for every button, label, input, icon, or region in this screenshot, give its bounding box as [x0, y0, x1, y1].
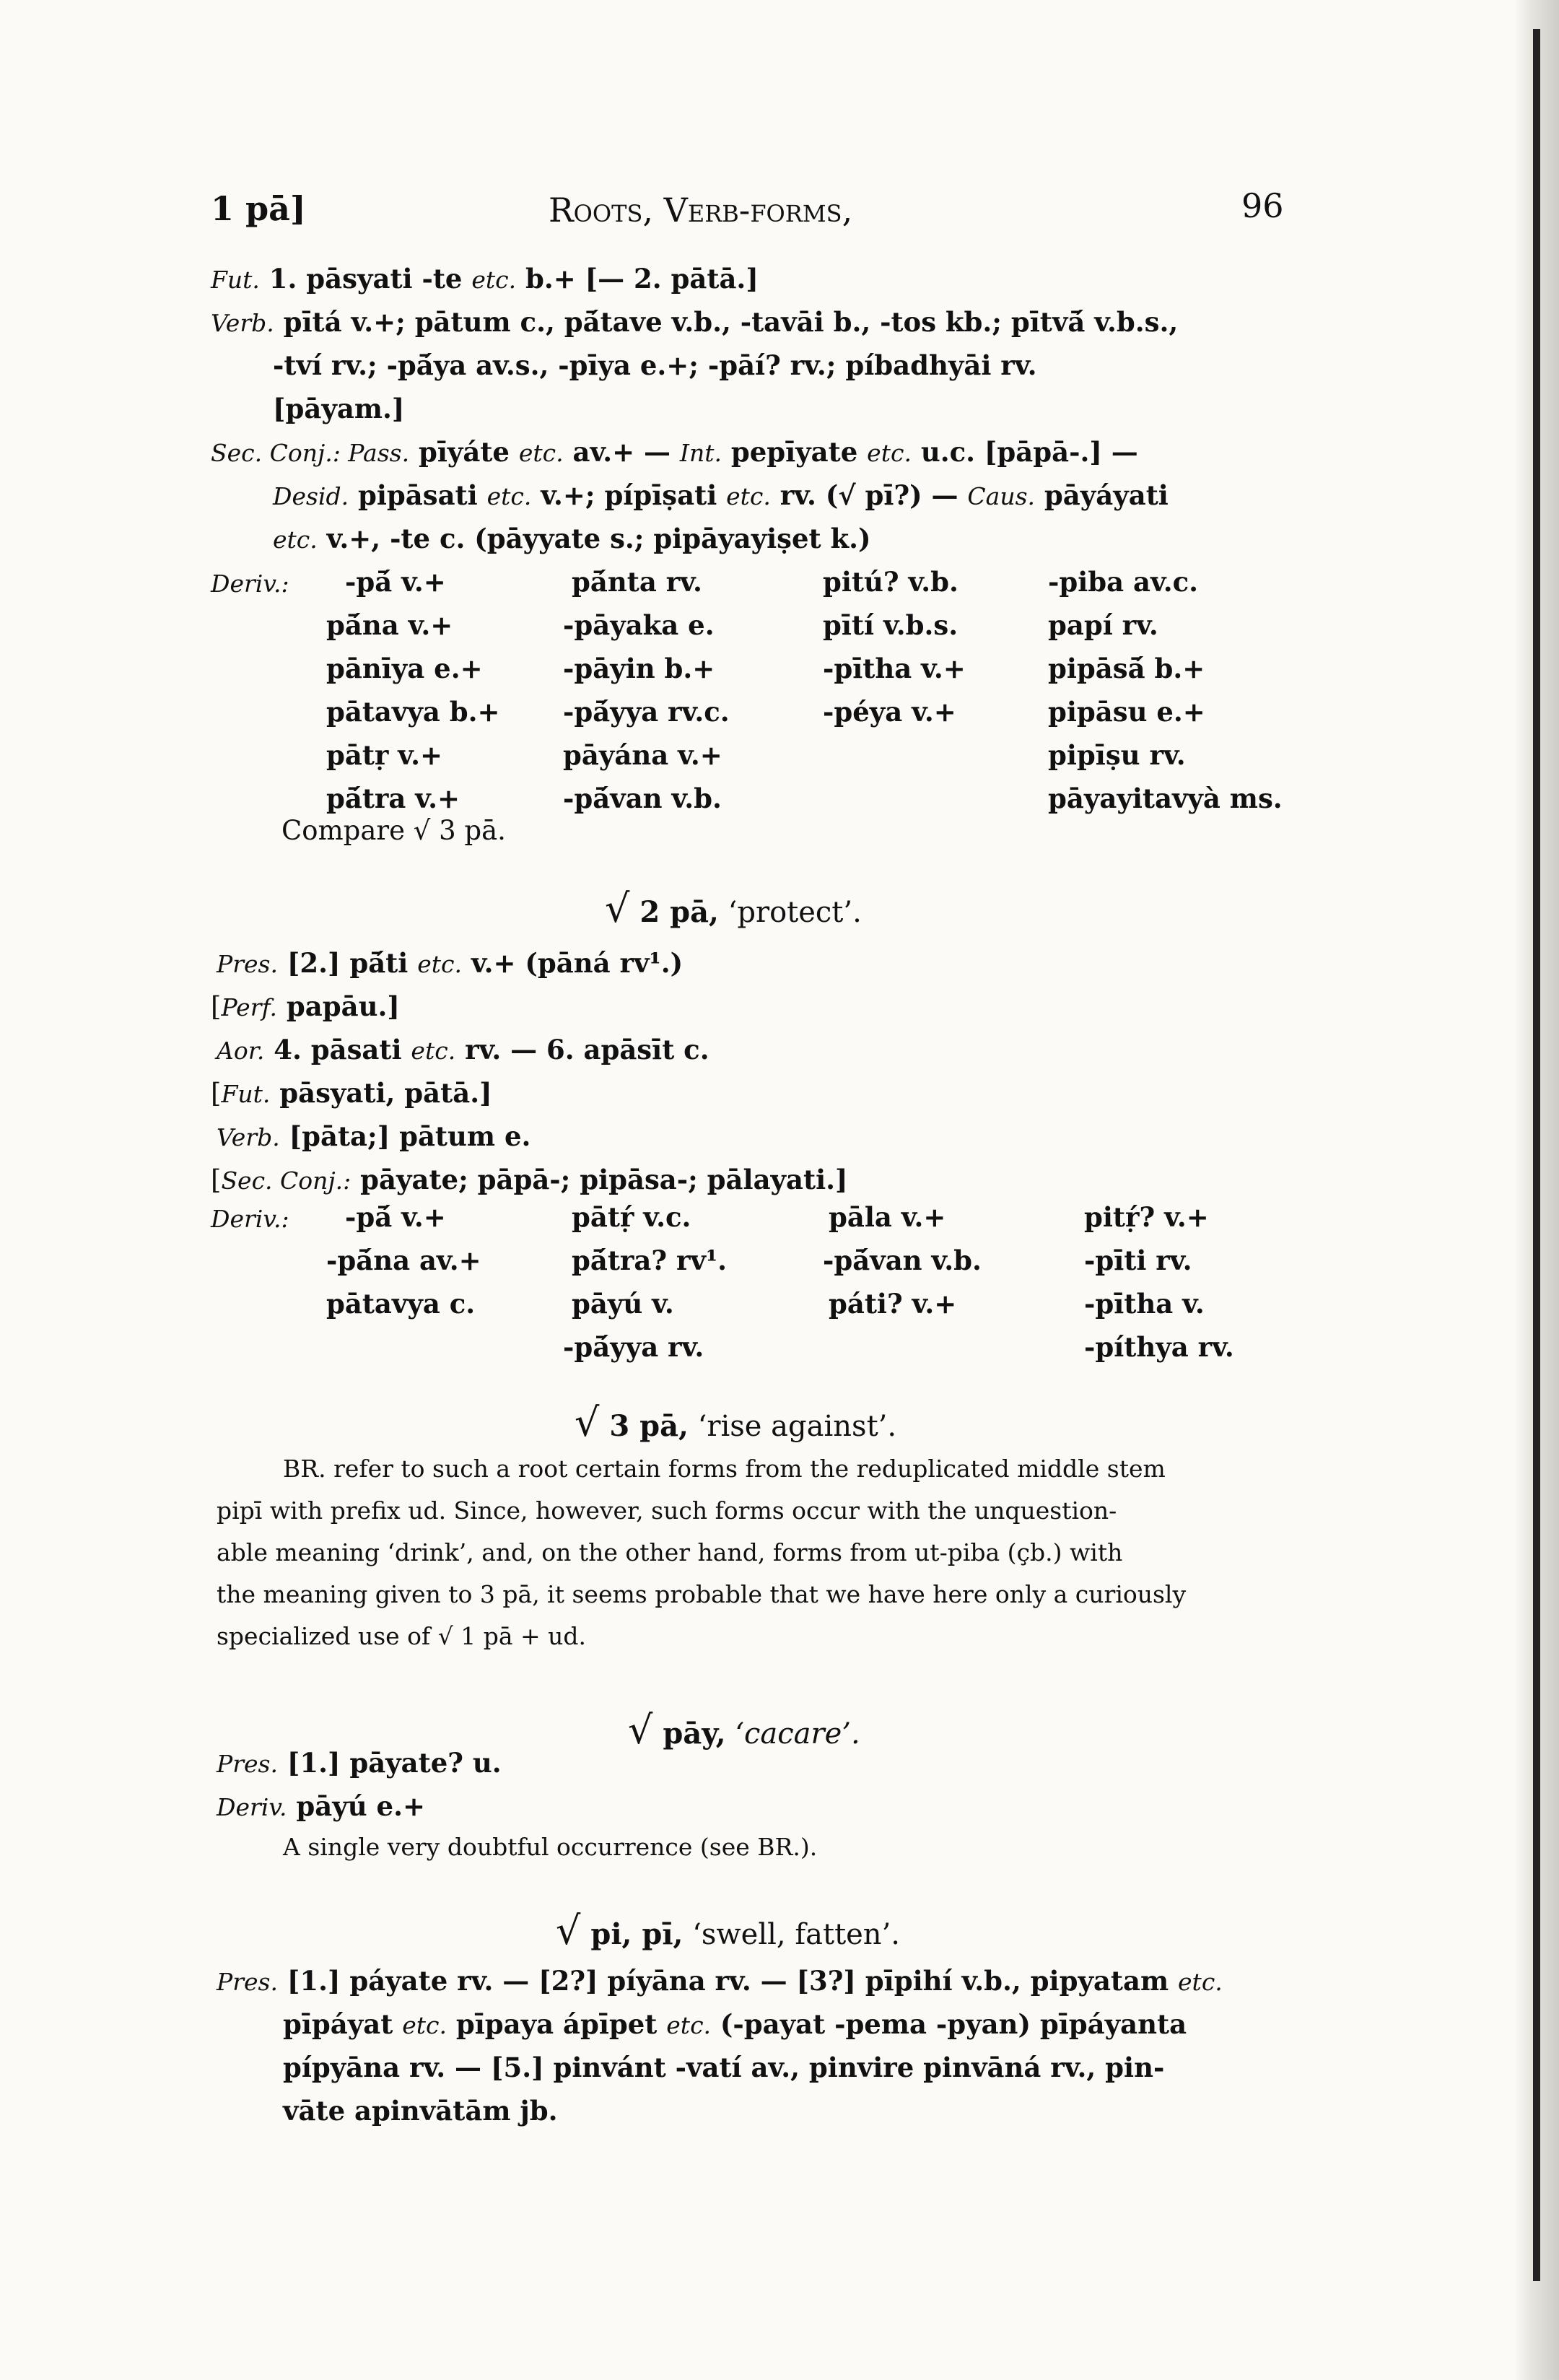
- perf-forms: papāu.]: [277, 990, 400, 1022]
- deriv-item: -pāyaka e.: [563, 609, 715, 641]
- bracket: [: [211, 991, 222, 1022]
- sec-conj-line-2pa: [211, 1164, 848, 1195]
- sec-conj-forms: pāyate; pāpā-; pipāsa-; pālayati.]: [351, 1164, 848, 1195]
- etc: etc.: [471, 266, 517, 294]
- root-gloss: ‘protect’.: [718, 896, 862, 929]
- pres-forms: [1.] páyate rv. — [2?] píyāna rv. — [3?] pīpihí v.b., pipyatam: [277, 1965, 1179, 1997]
- deriv-item: pā́tra v.+: [326, 783, 460, 814]
- pres-line: [217, 947, 684, 979]
- etc: etc.: [417, 950, 462, 978]
- etc: etc.: [486, 482, 532, 510]
- pres-line-pay: [217, 1747, 502, 1779]
- desid-src: rv. (√ pī?) —: [770, 479, 968, 511]
- deriv-item: -pā́na av.+: [326, 1245, 481, 1276]
- deriv-item: pāyú v.: [572, 1288, 674, 1320]
- root-word: pāy,: [652, 1717, 726, 1751]
- deriv-item: -pā́yya rv.c.: [563, 696, 730, 728]
- deriv-item: pitú? v.b.: [823, 566, 958, 598]
- deriv-label: Deriv.:: [211, 570, 289, 598]
- label-deriv: Deriv.: [217, 1793, 287, 1821]
- deriv-item: -pā́ v.+: [345, 1201, 446, 1233]
- label-desid: Desid.: [273, 482, 349, 510]
- aor-line: [217, 1034, 709, 1065]
- paragraph-line: specialized use of √ 1 pā + ud.: [217, 1622, 587, 1650]
- verb-forms: pītá v.+; pātum c., pā́tave v.b., -tavāi b., -tos kb.; pītvā́ v.b.s.,: [274, 306, 1179, 338]
- paragraph-line: able meaning ‘drink’, and, on the other hand, forms from ut-piba (çb.) with: [217, 1538, 1123, 1566]
- bracket: [: [211, 1164, 222, 1195]
- label-pres: Pres.: [217, 950, 278, 978]
- caus-forms: v.+, -te c. (pāyyate s.; pipāyayiṣet k.): [317, 523, 871, 554]
- root-word: 2 pā,: [629, 895, 719, 929]
- deriv-item: -píthya rv.: [1084, 1331, 1234, 1363]
- root-word: 3 pā,: [599, 1409, 689, 1443]
- sec-conj-line: [211, 436, 1138, 468]
- label-perf: Perf.: [221, 993, 277, 1021]
- pres-line-pi-4: vāte apinvātām jb.: [283, 2095, 558, 2127]
- label-fut: Fut.: [221, 1080, 271, 1108]
- deriv-item: pātavya b.+: [326, 696, 500, 728]
- fut-line-2: [211, 1077, 492, 1109]
- deriv-forms: pāyú e.+: [287, 1790, 425, 1822]
- deriv-item: pātṛ v.+: [326, 739, 442, 771]
- deriv-item: -pāyin b.+: [563, 653, 715, 684]
- root-gloss: ‘swell, fatten’.: [683, 1918, 900, 1951]
- header-left: 1 pā]: [211, 189, 306, 228]
- fut-line: [211, 263, 759, 295]
- label-verb: Verb.: [217, 1123, 280, 1151]
- pres-forms: (-payat -pema -pyan) pīpáyanta: [711, 2008, 1187, 2040]
- deriv-item: -pītha v.: [1084, 1288, 1205, 1320]
- deriv-item: -pā́van v.b.: [823, 1245, 982, 1276]
- binding-edge: [1533, 29, 1540, 2281]
- deriv-item: -pā́van v.b.: [563, 783, 722, 814]
- deriv-item: páti? v.+: [829, 1288, 957, 1320]
- entry-heading-2pa: [605, 886, 862, 931]
- root-sign-icon: √: [575, 1400, 600, 1445]
- int-form: pepīyate: [721, 436, 868, 468]
- deriv-item: pipīṣu rv.: [1048, 739, 1186, 771]
- entry-heading-3pa: [575, 1400, 897, 1445]
- label-caus: Caus.: [967, 482, 1036, 510]
- root-sign-icon: √: [605, 886, 630, 931]
- deriv-item: -piba av.c.: [1048, 566, 1199, 598]
- root-sign-icon: √: [556, 1908, 581, 1953]
- deriv-item: pāla v.+: [829, 1201, 946, 1233]
- deriv-item: pā́tra? rv¹.: [572, 1245, 728, 1276]
- deriv-item: -pā́yya rv.: [563, 1331, 704, 1363]
- etc: etc.: [518, 439, 564, 467]
- desid-line: [273, 479, 1169, 511]
- deriv-item: pītí v.b.s.: [823, 609, 958, 641]
- pres-forms: pīpáyat: [283, 2008, 403, 2040]
- pres-forms: pīpaya ápīpet: [446, 2008, 667, 2040]
- root-gloss: ‘cacare’.: [725, 1717, 860, 1751]
- caus-form: pāyáyati: [1035, 479, 1169, 511]
- deriv-item: -pītha v.+: [823, 653, 966, 684]
- label-sec-conj-pass: Sec. Conj.: Pass.: [211, 439, 410, 467]
- deriv-item: pitṛ́? v.+: [1084, 1201, 1209, 1233]
- pres-forms: [1.] pāyate? u.: [277, 1747, 502, 1779]
- entry-heading-pi: [556, 1908, 900, 1953]
- etc: etc.: [867, 439, 912, 467]
- deriv-item: papí rv.: [1048, 609, 1158, 641]
- aor-src: rv. — 6. apāsīt c.: [455, 1034, 709, 1065]
- note-line: A single very doubtful occurrence (see BR.).: [283, 1833, 818, 1861]
- pres-src: v.+ (pāná rv¹.): [461, 947, 684, 979]
- deriv-item: -péya v.+: [823, 696, 956, 728]
- deriv-item: pāyayitavyà ms.: [1048, 783, 1283, 814]
- pres-line-pi-2: [283, 2008, 1187, 2040]
- aor-forms: 4. pāsati: [264, 1034, 411, 1065]
- deriv-item: pā́na v.+: [326, 609, 453, 641]
- deriv-label: Deriv.:: [211, 1205, 289, 1233]
- label-verb: Verb.: [211, 309, 274, 337]
- pres-line-pi: [217, 1965, 1223, 1997]
- label-fut: Fut.: [211, 266, 260, 294]
- deriv-line-pay: [217, 1790, 425, 1822]
- etc: etc.: [1178, 1968, 1223, 1996]
- caus-line: [273, 523, 871, 554]
- etc: etc.: [726, 482, 771, 510]
- deriv-item: -pīti rv.: [1084, 1245, 1192, 1276]
- pres-forms: [2.] pā́ti: [277, 947, 418, 979]
- pres-line-pi-3: pípyāna rv. — [5.] pinvánt -vatí av., pinvire pinvāná rv., pin-: [283, 2052, 1165, 2083]
- label-int: Int.: [679, 439, 722, 467]
- etc: etc.: [411, 1037, 456, 1065]
- deriv-item: -pā́ v.+: [345, 566, 446, 598]
- verb-line-1: [211, 306, 1179, 338]
- fut-forms: 1. pāsyati -te: [259, 263, 472, 295]
- paragraph-line: the meaning given to 3 pā, it seems probable that we have here only a curiously: [217, 1580, 1187, 1608]
- root-word: pi, pī,: [580, 1917, 684, 1951]
- deriv-item: pātavya c.: [326, 1288, 476, 1320]
- label-pres: Pres.: [217, 1750, 278, 1778]
- label-aor: Aor.: [217, 1037, 265, 1065]
- deriv-item: pipāsu e.+: [1048, 696, 1205, 728]
- desid-form: pipāsati: [349, 479, 487, 511]
- deriv-item: pānīya e.+: [326, 653, 483, 684]
- pass-form: pīyáte: [409, 436, 519, 468]
- pass-src: av.+ —: [563, 436, 680, 468]
- etc: etc.: [273, 526, 318, 554]
- paragraph-line: pipī with prefix ud. Since, however, such forms occur with the unquestion-: [217, 1496, 1117, 1525]
- deriv-item: pipāsā́ b.+: [1048, 653, 1205, 684]
- fut-forms-2: b.+ [— 2. pātā.]: [516, 263, 759, 295]
- verb-line-2: -tví rv.; -pā́ya av.s., -pīya e.+; -pāí? rv.; píbadhyāi rv.: [273, 349, 1037, 381]
- deriv-item: pāyána v.+: [563, 739, 722, 771]
- perf-line: [211, 990, 400, 1022]
- entry-heading-pay: [628, 1707, 860, 1753]
- header-title: Roots, Verb-forms,: [549, 191, 853, 230]
- etc: etc.: [666, 2011, 712, 2039]
- deriv-item: pā́nta rv.: [572, 566, 702, 598]
- desid-form-2: v.+; pípīṣati: [531, 479, 727, 511]
- verb-line-2pa: [217, 1120, 531, 1152]
- etc: etc.: [402, 2011, 447, 2039]
- compare-line: Compare √ 3 pā.: [281, 815, 506, 846]
- paragraph-line: BR. refer to such a root certain forms from the reduplicated middle stem: [283, 1455, 1166, 1483]
- page-edge-shadow: [1514, 0, 1559, 2380]
- deriv-item: pātṛ́ v.c.: [572, 1201, 691, 1233]
- label-pres: Pres.: [217, 1968, 278, 1996]
- label-sec-conj: Sec. Conj.:: [221, 1167, 351, 1195]
- int-src: u.c. [pāpā-.] —: [911, 436, 1138, 468]
- bracket: [: [211, 1078, 222, 1109]
- root-sign-icon: √: [628, 1707, 653, 1753]
- verb-line-3: [pāyam.]: [273, 393, 405, 424]
- verb-forms: [pāta;] pātum e.: [279, 1120, 531, 1152]
- page-number: 96: [1241, 186, 1284, 225]
- root-gloss: ‘rise against’.: [688, 1410, 897, 1443]
- fut-forms: pāsyati, pātā.]: [270, 1077, 492, 1109]
